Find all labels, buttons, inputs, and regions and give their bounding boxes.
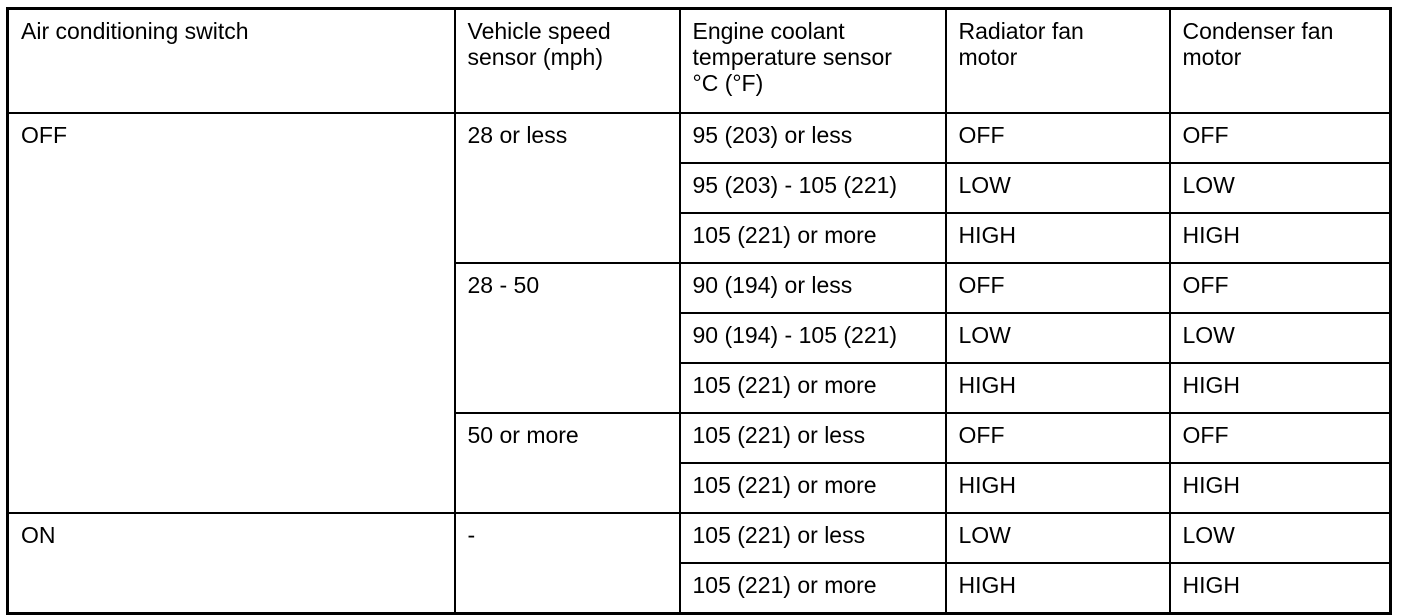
cell-condenser-fan: HIGH	[1170, 213, 1391, 263]
cell-radiator-fan: HIGH	[946, 563, 1170, 614]
cell-radiator-fan: HIGH	[946, 213, 1170, 263]
cell-coolant-temp: 90 (194) - 105 (221)	[680, 313, 946, 363]
header-radiator-fan: Radiator fan motor	[946, 9, 1170, 114]
fan-control-table	[6, 7, 1392, 615]
header-vehicle-speed: Vehicle speed sensor (mph)	[455, 9, 680, 114]
cell-condenser-fan: HIGH	[1170, 363, 1391, 413]
cell-coolant-temp: 105 (221) or less	[680, 513, 946, 563]
cell-coolant-temp: 105 (221) or less	[680, 413, 946, 463]
header-coolant-temp: Engine coolant temperature sensor °C (°F)	[680, 9, 946, 114]
fan-control-table-container	[6, 7, 1392, 615]
cell-radiator-fan: OFF	[946, 413, 1170, 463]
cell-radiator-fan: LOW	[946, 313, 1170, 363]
cell-condenser-fan: OFF	[1170, 413, 1391, 463]
cell-coolant-temp: 105 (221) or more	[680, 463, 946, 513]
table-row	[8, 513, 1391, 563]
cell-condenser-fan: OFF	[1170, 263, 1391, 313]
cell-ac-switch: ON	[8, 513, 455, 614]
cell-coolant-temp: 95 (203) - 105 (221)	[680, 163, 946, 213]
cell-condenser-fan: HIGH	[1170, 563, 1391, 614]
cell-coolant-temp: 95 (203) or less	[680, 113, 946, 163]
cell-condenser-fan: HIGH	[1170, 463, 1391, 513]
table-body	[8, 113, 1391, 614]
cell-coolant-temp: 105 (221) or more	[680, 563, 946, 614]
cell-condenser-fan: LOW	[1170, 163, 1391, 213]
cell-vehicle-speed: 50 or more	[455, 413, 680, 513]
cell-vehicle-speed: 28 - 50	[455, 263, 680, 413]
cell-vehicle-speed: 28 or less	[455, 113, 680, 263]
cell-condenser-fan: OFF	[1170, 113, 1391, 163]
cell-radiator-fan: HIGH	[946, 363, 1170, 413]
header-condenser-fan: Condenser fan motor	[1170, 9, 1391, 114]
cell-vehicle-speed: -	[455, 513, 680, 614]
cell-condenser-fan: LOW	[1170, 313, 1391, 363]
cell-radiator-fan: LOW	[946, 513, 1170, 563]
table-row	[8, 113, 1391, 163]
cell-ac-switch: OFF	[8, 113, 455, 513]
cell-coolant-temp: 90 (194) or less	[680, 263, 946, 313]
cell-coolant-temp: 105 (221) or more	[680, 213, 946, 263]
cell-radiator-fan: OFF	[946, 263, 1170, 313]
cell-condenser-fan: LOW	[1170, 513, 1391, 563]
cell-radiator-fan: HIGH	[946, 463, 1170, 513]
cell-radiator-fan: LOW	[946, 163, 1170, 213]
cell-coolant-temp: 105 (221) or more	[680, 363, 946, 413]
header-ac-switch: Air conditioning switch	[8, 9, 455, 114]
header-row	[8, 9, 1391, 114]
cell-radiator-fan: OFF	[946, 113, 1170, 163]
